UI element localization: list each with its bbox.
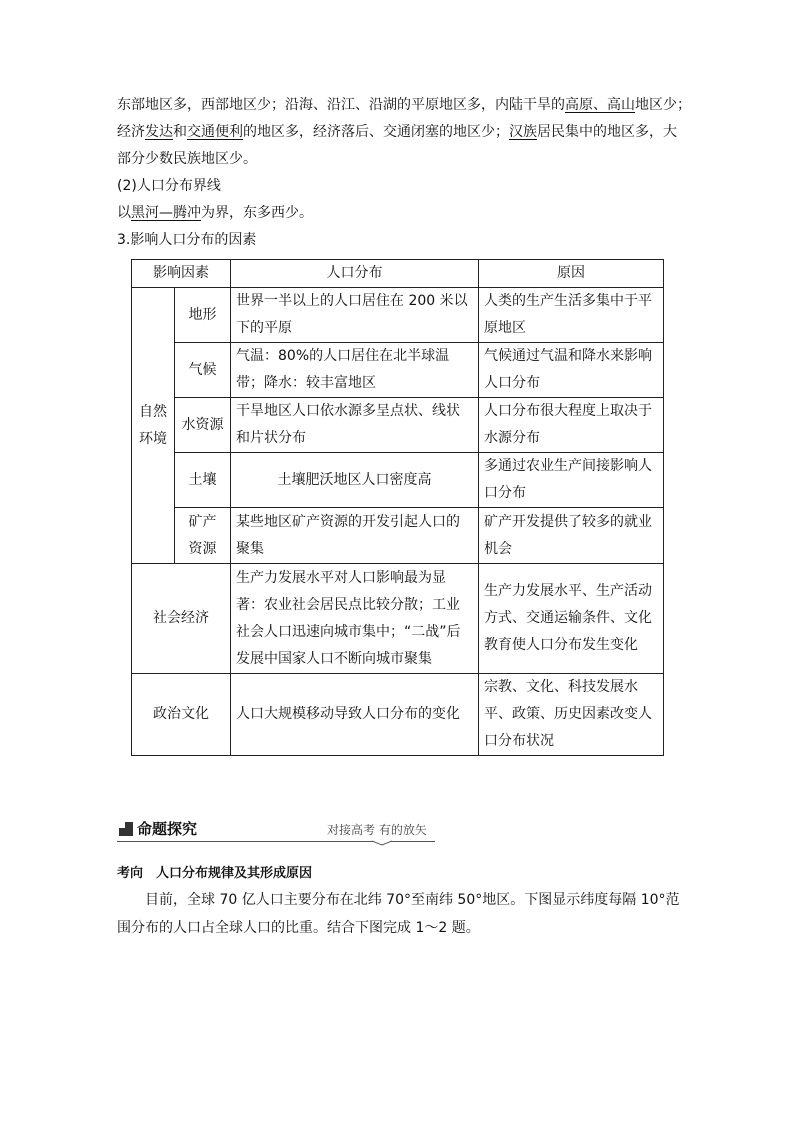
distribution-cell: 干旱地区人口依水源多呈点状、线状和片状分布 [231,398,479,453]
section-bar [117,816,435,846]
reason-cell: 人口分布很大程度上取决于水源分布 [479,398,664,453]
header-factor: 影响因素 [132,260,231,288]
factor-cell: 气候 [175,343,231,398]
distribution-cell: 气温：80%的人口居住在北半球温带；降水：较丰富地区 [231,343,479,398]
header-reason: 原因 [479,260,664,288]
table-row [132,674,664,756]
distribution-cell: 生产力发展水平对人口影响最为显著：农业社会居民点比较分散；工业社会人口迅速向城市集中；“二战”后发展中国家人口不断向城市聚集 [231,564,479,674]
table-row [132,453,664,508]
natural-env-group: 自然 环境 [132,288,175,564]
reason-cell: 气候通过气温和降水来影响人口分布 [479,343,664,398]
header-distribution: 人口分布 [231,260,479,288]
boundary-line: 以黑河—腾冲为界，东多西少。 [117,205,313,221]
factor-cell: 水资源 [175,398,231,453]
reason-cell: 宗教、文化、科技发展水平、政策、历史因素改变人口分布状况 [479,674,664,756]
population-factors-table [131,259,664,756]
factor-cell: 土壤 [175,453,231,508]
distribution-cell: 人口大规模移动导致人口分布的变化 [231,674,479,756]
intro-line: 东部地区多，西部地区少；沿海、沿江、沿湖的平原地区多，内陆干旱的高原、高山地区少； [117,97,691,113]
intro-line: 部分少数民族地区少。 [117,151,257,167]
sub-heading: (2)人口分布界线 [117,178,221,194]
reason-cell: 矿产开发提供了较多的就业机会 [479,508,664,564]
distribution-cell: 世界一半以上的人口居住在 200 米以下的平原 [231,288,479,343]
question-intro: 目前，全球 70 亿人口主要分布在北纬 70°至南纬 50°地区。下图显示纬度每隔 10°范围分布的人口占全球人口的比重。结合下图完成 1～2 题。 [117,892,680,936]
reason-cell: 人类的生产生活多集中于平原地区 [479,288,664,343]
table-header-row [132,260,664,288]
kaoxiang-heading: 考向 人口分布规律及其形成原因 [117,866,313,881]
table-row [132,343,664,398]
distribution-cell: 土壤肥沃地区人口密度高 [231,453,479,508]
section-subtitle: 对接高考 有的放矢 [327,823,427,837]
distribution-cell: 某些地区矿产资源的开发引起人口的聚集 [231,508,479,564]
table-row [132,508,664,564]
table-row [132,288,664,343]
factor-cell: 矿产 资源 [175,508,231,564]
reason-cell: 多通过农业生产间接影响人口分布 [479,453,664,508]
factor-cell: 政治文化 [132,674,231,756]
section-title: 命题探究 [137,820,198,838]
table-row [132,564,664,674]
intro-line: 经济发达和交通便利的地区多，经济落后、交通闭塞的地区少；汉族居民集中的地区多，大 [117,124,677,140]
factor-cell: 地形 [175,288,231,343]
intro-paragraph [117,92,691,254]
reason-cell: 生产力发展水平、生产活动方式、交通运输条件、文化教育使人口分布发生变化 [479,564,664,674]
table-row [132,398,664,453]
section3-title: 3.影响人口分布的因素 [117,232,257,248]
factor-cell: 社会经济 [132,564,231,674]
divider-notch-icon [372,836,392,846]
